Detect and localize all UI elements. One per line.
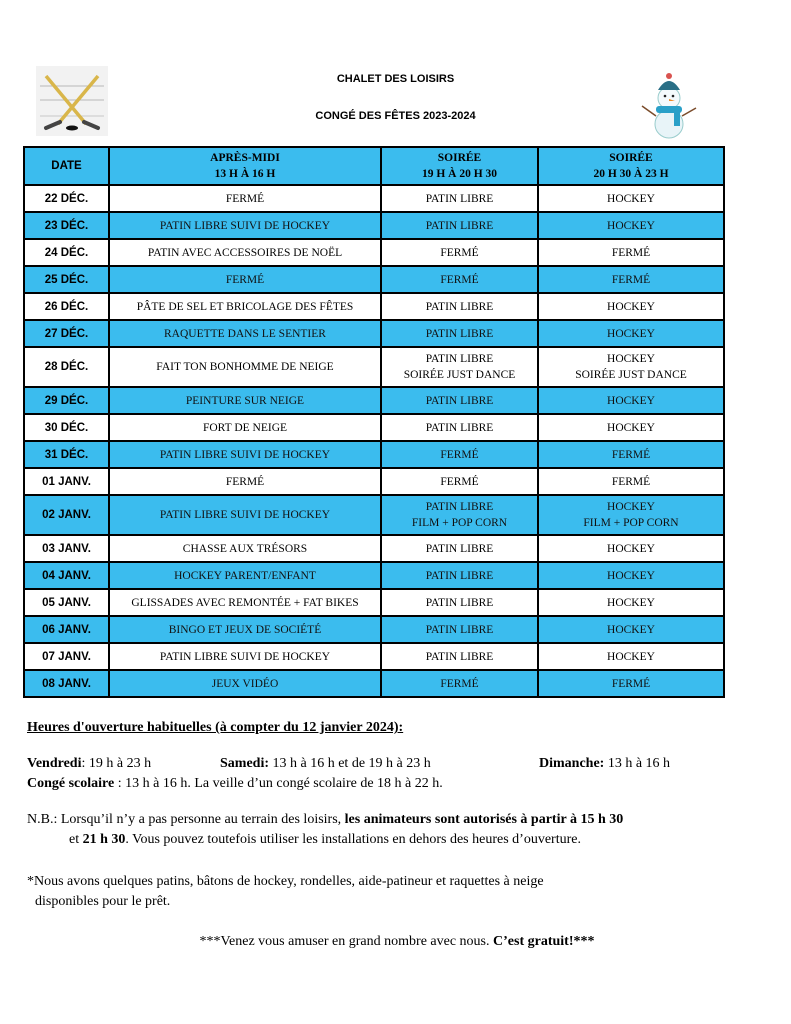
cell-date: 31 DÉC. bbox=[24, 441, 109, 468]
cell-evening-1 bbox=[381, 347, 538, 387]
cell-evening-2 bbox=[538, 616, 724, 643]
cell-evening-1 bbox=[381, 293, 538, 320]
table-row bbox=[24, 347, 724, 387]
cell-line: FERMÉ bbox=[611, 475, 651, 488]
friday-label: Vendredi bbox=[27, 756, 82, 771]
cell-afternoon: RAQUETTE DANS LE SENTIER bbox=[109, 320, 381, 347]
cell-line: FERMÉ bbox=[440, 448, 479, 461]
cell-line: PATIN LIBRE bbox=[425, 542, 494, 555]
cell-line: HOCKEY bbox=[607, 353, 655, 365]
cell-afternoon: GLISSADES AVEC REMONTÉE + FAT BIKES bbox=[109, 589, 381, 616]
cell-evening-2 bbox=[538, 320, 724, 347]
cell-evening-2 bbox=[538, 562, 724, 589]
header-evening-1-label: SOIRÉE bbox=[437, 152, 482, 164]
cell-date: 04 JANV. bbox=[24, 562, 109, 589]
table-row bbox=[24, 589, 724, 616]
table-row bbox=[24, 239, 724, 266]
hours-heading: Heures d'ouverture habituelles (à compter du 12 janvier 2024): bbox=[27, 720, 404, 735]
snowman-icon bbox=[636, 68, 702, 142]
hours-sunday bbox=[539, 756, 670, 772]
schedule-body bbox=[24, 185, 724, 697]
cell-evening-1 bbox=[381, 562, 538, 589]
table-row bbox=[24, 185, 724, 212]
header-evening-2-label: SOIRÉE bbox=[609, 152, 653, 164]
cell-afternoon: PATIN LIBRE SUIVI DE HOCKEY bbox=[109, 495, 381, 535]
cell-date: 28 DÉC. bbox=[24, 347, 109, 387]
cell-line: FERMÉ bbox=[611, 677, 651, 690]
cell-line: FILM + POP CORN bbox=[411, 517, 508, 529]
cell-line: PATIN LIBRE bbox=[425, 327, 494, 340]
cell-date: 24 DÉC. bbox=[24, 239, 109, 266]
school-holiday-value: : 13 h à 16 h. La veille d’un congé scolaire de 18 h à 22 h. bbox=[114, 776, 443, 791]
cell-afternoon: FERMÉ bbox=[109, 468, 381, 495]
cell-afternoon: PEINTURE SUR NEIGE bbox=[109, 387, 381, 414]
cell-evening-1 bbox=[381, 387, 538, 414]
cell-date: 29 DÉC. bbox=[24, 387, 109, 414]
nb-line-1 bbox=[27, 812, 623, 828]
cell-line: PATIN LIBRE bbox=[425, 596, 494, 609]
cell-line: HOCKEY bbox=[607, 192, 655, 205]
page-subtitle: CONGÉ DES FÊTES 2023-2024 bbox=[315, 110, 476, 122]
cell-line: HOCKEY bbox=[607, 596, 655, 609]
cell-line: PATIN LIBRE bbox=[425, 421, 494, 434]
cell-evening-1 bbox=[381, 643, 538, 670]
table-row bbox=[24, 441, 724, 468]
cell-date: 27 DÉC. bbox=[24, 320, 109, 347]
closing-text-b: C’est gratuit!*** bbox=[493, 934, 595, 949]
cell-line: SOIRÉE JUST DANCE bbox=[575, 369, 687, 381]
cell-evening-1 bbox=[381, 185, 538, 212]
table-row bbox=[24, 670, 724, 697]
table-header-row bbox=[24, 147, 724, 185]
cell-line: PATIN LIBRE bbox=[425, 501, 494, 513]
cell-line: HOCKEY bbox=[607, 542, 655, 555]
friday-value: : 19 h à 23 h bbox=[81, 756, 152, 771]
cell-line: FERMÉ bbox=[611, 246, 651, 259]
hours-school-holiday bbox=[27, 776, 443, 792]
cell-date: 22 DÉC. bbox=[24, 185, 109, 212]
cell-evening-2 bbox=[538, 185, 724, 212]
cell-line: PATIN LIBRE bbox=[425, 569, 494, 582]
cell-line: FERMÉ bbox=[440, 246, 479, 259]
cell-line: HOCKEY bbox=[607, 394, 655, 407]
table-row bbox=[24, 562, 724, 589]
nb-line-2 bbox=[69, 832, 581, 848]
cell-evening-1 bbox=[381, 239, 538, 266]
table-row bbox=[24, 320, 724, 347]
cell-line: PATIN LIBRE bbox=[425, 192, 494, 205]
cell-line: FERMÉ bbox=[611, 448, 651, 461]
cell-evening-2 bbox=[538, 589, 724, 616]
cell-line: PATIN LIBRE bbox=[425, 353, 494, 365]
nb-text-e: . Vous pouvez toutefois utiliser les installations en dehors des heures d’ouverture. bbox=[125, 832, 581, 847]
cell-evening-2 bbox=[538, 535, 724, 562]
cell-afternoon: FERMÉ bbox=[109, 185, 381, 212]
cell-evening-2 bbox=[538, 239, 724, 266]
cell-line: FERMÉ bbox=[611, 273, 651, 286]
loan-line-2: disponibles pour le prêt. bbox=[35, 894, 171, 909]
cell-afternoon: PATIN AVEC ACCESSOIRES DE NOËL bbox=[109, 239, 381, 266]
cell-evening-2 bbox=[538, 266, 724, 293]
cell-line: FERMÉ bbox=[440, 273, 479, 286]
cell-afternoon: PATIN LIBRE SUIVI DE HOCKEY bbox=[109, 441, 381, 468]
cell-date: 23 DÉC. bbox=[24, 212, 109, 239]
cell-evening-2 bbox=[538, 387, 724, 414]
cell-evening-1 bbox=[381, 535, 538, 562]
cell-afternoon: CHASSE AUX TRÉSORS bbox=[109, 535, 381, 562]
page-title: CHALET DES LOISIRS bbox=[336, 73, 455, 85]
header-afternoon-label: APRÈS-MIDI bbox=[210, 152, 280, 164]
cell-evening-2 bbox=[538, 293, 724, 320]
saturday-label: Samedi: bbox=[220, 756, 269, 771]
cell-afternoon: PATIN LIBRE SUIVI DE HOCKEY bbox=[109, 643, 381, 670]
cell-evening-1 bbox=[381, 414, 538, 441]
cell-line: FILM + POP CORN bbox=[583, 517, 679, 529]
nb-text-a: N.B.: Lorsqu’il n’y a pas personne au terrain des loisirs, bbox=[27, 812, 345, 827]
cell-line: HOCKEY bbox=[607, 650, 655, 663]
cell-line: PATIN LIBRE bbox=[425, 394, 494, 407]
cell-date: 01 JANV. bbox=[24, 468, 109, 495]
cell-afternoon: FAIT TON BONHOMME DE NEIGE bbox=[109, 347, 381, 387]
header-afternoon bbox=[109, 147, 381, 185]
cell-evening-1 bbox=[381, 616, 538, 643]
cell-date: 05 JANV. bbox=[24, 589, 109, 616]
cell-line: PATIN LIBRE bbox=[425, 219, 494, 232]
cell-afternoon: HOCKEY PARENT/ENFANT bbox=[109, 562, 381, 589]
header-evening-2-hours: 20 H 30 À 23 H bbox=[593, 168, 669, 180]
nb-text-c: et bbox=[69, 832, 83, 847]
hours-friday bbox=[27, 756, 151, 772]
header-evening-1 bbox=[381, 147, 538, 185]
cell-evening-2 bbox=[538, 643, 724, 670]
cell-afternoon: BINGO ET JEUX DE SOCIÉTÉ bbox=[109, 616, 381, 643]
cell-evening-2 bbox=[538, 495, 724, 535]
cell-evening-2 bbox=[538, 468, 724, 495]
header-evening-1-hours: 19 H À 20 H 30 bbox=[421, 168, 498, 180]
header-date: DATE bbox=[24, 147, 109, 185]
closing-text-a: ***Venez vous amuser en grand nombre avec nous. bbox=[199, 934, 494, 949]
table-row bbox=[24, 495, 724, 535]
loan-line-1: *Nous avons quelques patins, bâtons de hockey, rondelles, aide-patineur et raquettes à neige bbox=[27, 874, 544, 889]
cell-line: HOCKEY bbox=[607, 327, 655, 340]
nb-text-b: les animateurs sont autorisés à partir à 15 h 30 bbox=[344, 812, 624, 827]
header-evening-2 bbox=[538, 147, 724, 185]
school-holiday-label: Congé scolaire bbox=[27, 776, 115, 791]
cell-date: 26 DÉC. bbox=[24, 293, 109, 320]
table-row bbox=[24, 293, 724, 320]
cell-date: 30 DÉC. bbox=[24, 414, 109, 441]
cell-evening-2 bbox=[538, 212, 724, 239]
cell-line: HOCKEY bbox=[607, 300, 655, 313]
header-afternoon-hours: 13 H À 16 H bbox=[214, 168, 276, 180]
cell-afternoon: FERMÉ bbox=[109, 266, 381, 293]
cell-date: 07 JANV. bbox=[24, 643, 109, 670]
cell-afternoon: PÂTE DE SEL ET BRICOLAGE DES FÊTES bbox=[109, 293, 381, 320]
table-row bbox=[24, 387, 724, 414]
cell-evening-1 bbox=[381, 212, 538, 239]
cell-line: PATIN LIBRE bbox=[425, 300, 494, 313]
cell-line: SOIRÉE JUST DANCE bbox=[403, 369, 516, 381]
cell-line: PATIN LIBRE bbox=[425, 650, 494, 663]
cell-evening-2 bbox=[538, 414, 724, 441]
cell-afternoon: PATIN LIBRE SUIVI DE HOCKEY bbox=[109, 212, 381, 239]
cell-afternoon: FORT DE NEIGE bbox=[109, 414, 381, 441]
cell-date: 25 DÉC. bbox=[24, 266, 109, 293]
cell-line: HOCKEY bbox=[607, 623, 655, 636]
cell-evening-1 bbox=[381, 320, 538, 347]
cell-line: HOCKEY bbox=[607, 421, 655, 434]
cell-line: FERMÉ bbox=[440, 677, 479, 690]
cell-line: HOCKEY bbox=[607, 219, 655, 232]
sunday-label: Dimanche: bbox=[539, 756, 605, 771]
cell-evening-1 bbox=[381, 266, 538, 293]
cell-line: HOCKEY bbox=[607, 569, 655, 582]
nb-text-d: 21 h 30 bbox=[82, 832, 126, 847]
cell-date: 02 JANV. bbox=[24, 495, 109, 535]
saturday-value: 13 h à 16 h et de 19 h à 23 h bbox=[269, 756, 431, 771]
cell-evening-1 bbox=[381, 495, 538, 535]
table-row bbox=[24, 535, 724, 562]
schedule-table bbox=[23, 146, 725, 698]
cell-evening-2 bbox=[538, 441, 724, 468]
cell-evening-1 bbox=[381, 670, 538, 697]
cell-evening-1 bbox=[381, 468, 538, 495]
cell-evening-1 bbox=[381, 589, 538, 616]
cell-date: 08 JANV. bbox=[24, 670, 109, 697]
cell-line: HOCKEY bbox=[607, 501, 655, 513]
cell-date: 03 JANV. bbox=[24, 535, 109, 562]
table-row bbox=[24, 212, 724, 239]
sunday-value: 13 h à 16 h bbox=[604, 756, 671, 771]
table-row bbox=[24, 414, 724, 441]
cell-date: 06 JANV. bbox=[24, 616, 109, 643]
cell-line: FERMÉ bbox=[440, 475, 479, 488]
cell-evening-2 bbox=[538, 670, 724, 697]
table-row bbox=[24, 616, 724, 643]
cell-afternoon: JEUX VIDÉO bbox=[109, 670, 381, 697]
cell-evening-2 bbox=[538, 347, 724, 387]
cell-line: PATIN LIBRE bbox=[425, 623, 494, 636]
closing-line bbox=[27, 934, 767, 950]
table-row bbox=[24, 468, 724, 495]
table-row bbox=[24, 266, 724, 293]
hours-saturday bbox=[220, 756, 431, 772]
table-row bbox=[24, 643, 724, 670]
cell-evening-1 bbox=[381, 441, 538, 468]
